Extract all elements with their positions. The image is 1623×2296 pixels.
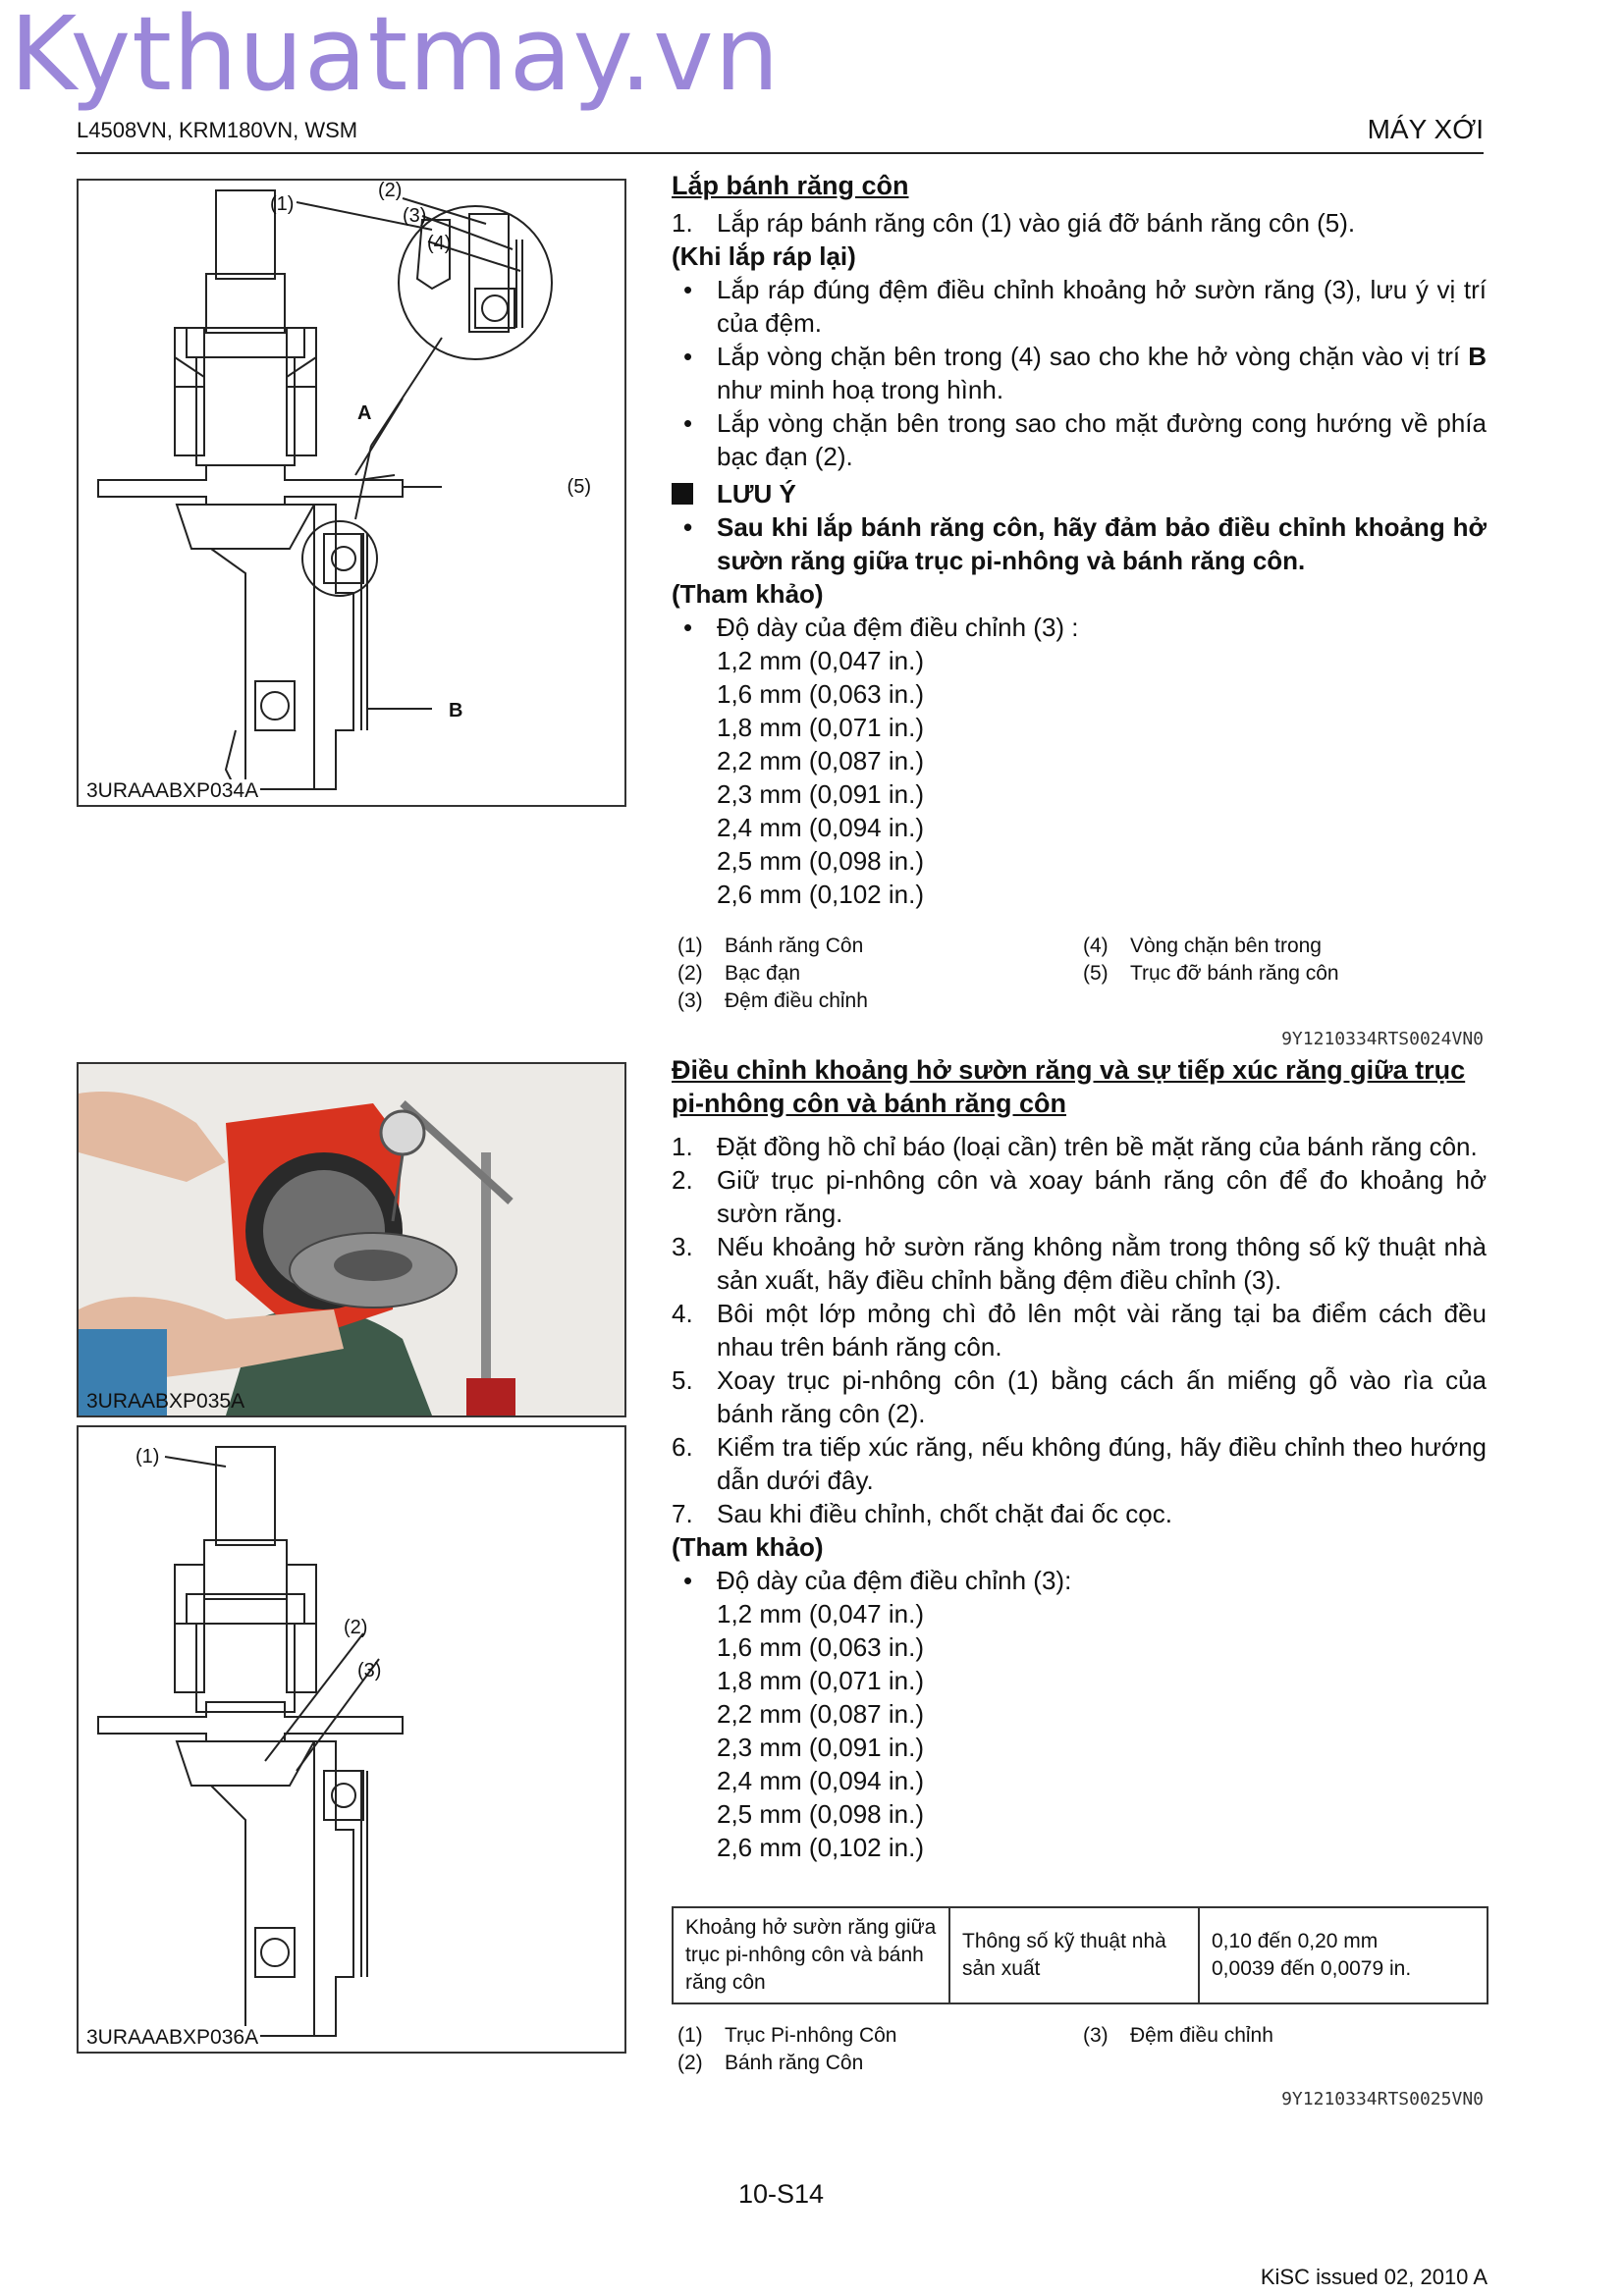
- figure-backlash-measurement-photo: [77, 1062, 626, 1417]
- header-divider: [77, 152, 1484, 154]
- fig1-label-2: (2): [378, 181, 403, 201]
- fig3-label-3: (3): [357, 1660, 382, 1682]
- footer-issue: KiSC issued 02, 2010 A: [1260, 2265, 1488, 2289]
- legend-right-2: (3) Đệm điều chỉnh: [1083, 2024, 1273, 2047]
- section-title-line2: pi-nhông côn và bánh răng côn: [672, 1089, 1066, 1118]
- reference-title: (Tham khảo): [672, 1532, 824, 1562]
- bevel-gear-diagram: [79, 181, 624, 805]
- section-title: Lắp bánh răng côn: [672, 171, 909, 200]
- legend-left-2: (1) Trục Pi-nhông Côn (2) Bánh răng Côn: [677, 2024, 897, 2074]
- note-text: • Sau khi lắp bánh răng côn, hãy đảm bảo điều chỉnh khoảng hở sườn răng giữa trục pi-nhông và bánh răng côn.: [683, 512, 1487, 575]
- figure-code: 3URAAABXP034A: [86, 779, 259, 802]
- watermark-logo: Kythuatmay.vn: [10, 0, 781, 114]
- header-section: MÁY XỚI: [1367, 114, 1484, 144]
- reference-title: (Tham khảo): [672, 579, 824, 609]
- bullet-item: • Lắp vòng chặn bên trong (4) sao cho khe hở vòng chặn vào vị trí B như minh hoạ trong hình.: [683, 342, 1487, 404]
- spec-type: Thông số kỹ thuật nhà sản xuất: [950, 1908, 1200, 2002]
- header-model: L4508VN, KRM180VN, WSM: [77, 118, 358, 142]
- bullet-item: • Lắp vòng chặn bên trong sao cho mặt đường cong hướng về phía bạc đạn (2).: [683, 408, 1487, 471]
- fig1-label-1: (1): [270, 193, 295, 215]
- spec-item: Khoảng hở sườn răng giữa trục pi-nhông côn và bánh răng côn: [674, 1908, 950, 2002]
- section-code: 9Y1210334RTS0025VN0: [1281, 2089, 1484, 2109]
- page-number: 10-S14: [738, 2179, 825, 2209]
- measurement-photo-illustration: [79, 1064, 624, 1415]
- fig1-label-b: B: [449, 700, 463, 721]
- figure-code: 3URAABXP035A: [86, 1390, 245, 1413]
- pinion-gear-diagram: [79, 1427, 624, 2052]
- fig3-label-1: (1): [135, 1446, 160, 1468]
- steps-list: 1. Đặt đồng hồ chỉ báo (loại cần) trên bề mặt răng của bánh răng côn. 2. Giữ trục pi-nhông côn và xoay bánh răng côn để đo khoảng hở sườn răng. 3. Nếu khoảng hở sườn răng không nằm trong thông số kỹ thuật nhà sản xuất, hãy điều chỉnh bằng đệm điều chỉnh (3). 4. Bôi một lớp mỏng chì đỏ lên một vài răng tại ba điểm cách đều nhau trên bánh răng côn. 5. Xoay trục pi-nhông côn (1) bằng cách ấn miếng gỗ vào rìa của bánh răng côn (2). 6. Kiểm tra tiếp xúc răng, nếu không đúng, hãy điều chỉnh theo hướng dẫn dưới đây. 7. Sau khi điều chỉnh, chốt chặt đai ốc cọc.: [672, 1132, 1487, 1528]
- legend-left-1: (1) Bánh răng Côn (2) Bạc đạn (3) Đệm điều chỉnh: [677, 934, 868, 1012]
- section-bevel-gear-install: [672, 169, 1487, 911]
- thickness-list: 1,2 mm (0,047 in.) 1,6 mm (0,063 in.) 1,8 mm (0,071 in.) 2,2 mm (0,087 in.) 2,3 mm (0,091 in.) 2,4 mm (0,094 in.) 2,5 mm (0,098 in.) 2,6 mm (0,102 in.): [717, 646, 924, 909]
- section-title: Điều chỉnh khoảng hở sườn răng và sự tiếp xúc răng giữa trục: [672, 1055, 1466, 1085]
- bullet-item: • Độ dày của đệm điều chỉnh (3):: [683, 1566, 1072, 1595]
- figure-bevel-gear-assembly: [77, 179, 626, 807]
- fig1-label-3: (3): [403, 205, 427, 227]
- fig3-label-2: (2): [344, 1617, 368, 1638]
- section-code: 9Y1210334RTS0024VN0: [1281, 1029, 1484, 1049]
- reassembly-title: (Khi lắp ráp lại): [672, 241, 856, 271]
- step-item: 1. Lắp ráp bánh răng côn (1) vào giá đỡ bánh răng côn (5).: [672, 208, 1356, 238]
- thickness-list: 1,2 mm (0,047 in.) 1,6 mm (0,063 in.) 1,8 mm (0,071 in.) 2,2 mm (0,087 in.) 2,3 mm (0,091 in.) 2,4 mm (0,094 in.) 2,5 mm (0,098 in.) 2,6 mm (0,102 in.): [717, 1599, 924, 1862]
- legend-right-1: (4) Vòng chặn bên trong (5) Trục đỡ bánh răng côn: [1083, 934, 1339, 985]
- square-bullet-icon: [672, 483, 693, 505]
- fig1-label-5: (5): [567, 476, 591, 498]
- spec-table: [672, 1906, 1488, 2004]
- fig1-label-4: (4): [427, 233, 452, 254]
- note-heading: LƯU Ý: [672, 477, 1487, 510]
- figure-code: 3URAAABXP036A: [86, 2026, 259, 2049]
- figure-pinion-gear-diagram: [77, 1425, 626, 2054]
- section-backlash-adjust: [672, 1053, 1487, 1864]
- bullet-item: • Lắp ráp đúng đệm điều chỉnh khoảng hở sườn răng (3), lưu ý vị trí của đệm.: [683, 275, 1487, 338]
- bullet-item: • Độ dày của đệm điều chỉnh (3) :: [683, 613, 1079, 642]
- spec-value: 0,10 đến 0,20 mm 0,0039 đến 0,0079 in.: [1212, 1930, 1412, 1980]
- fig1-label-a: A: [357, 402, 372, 424]
